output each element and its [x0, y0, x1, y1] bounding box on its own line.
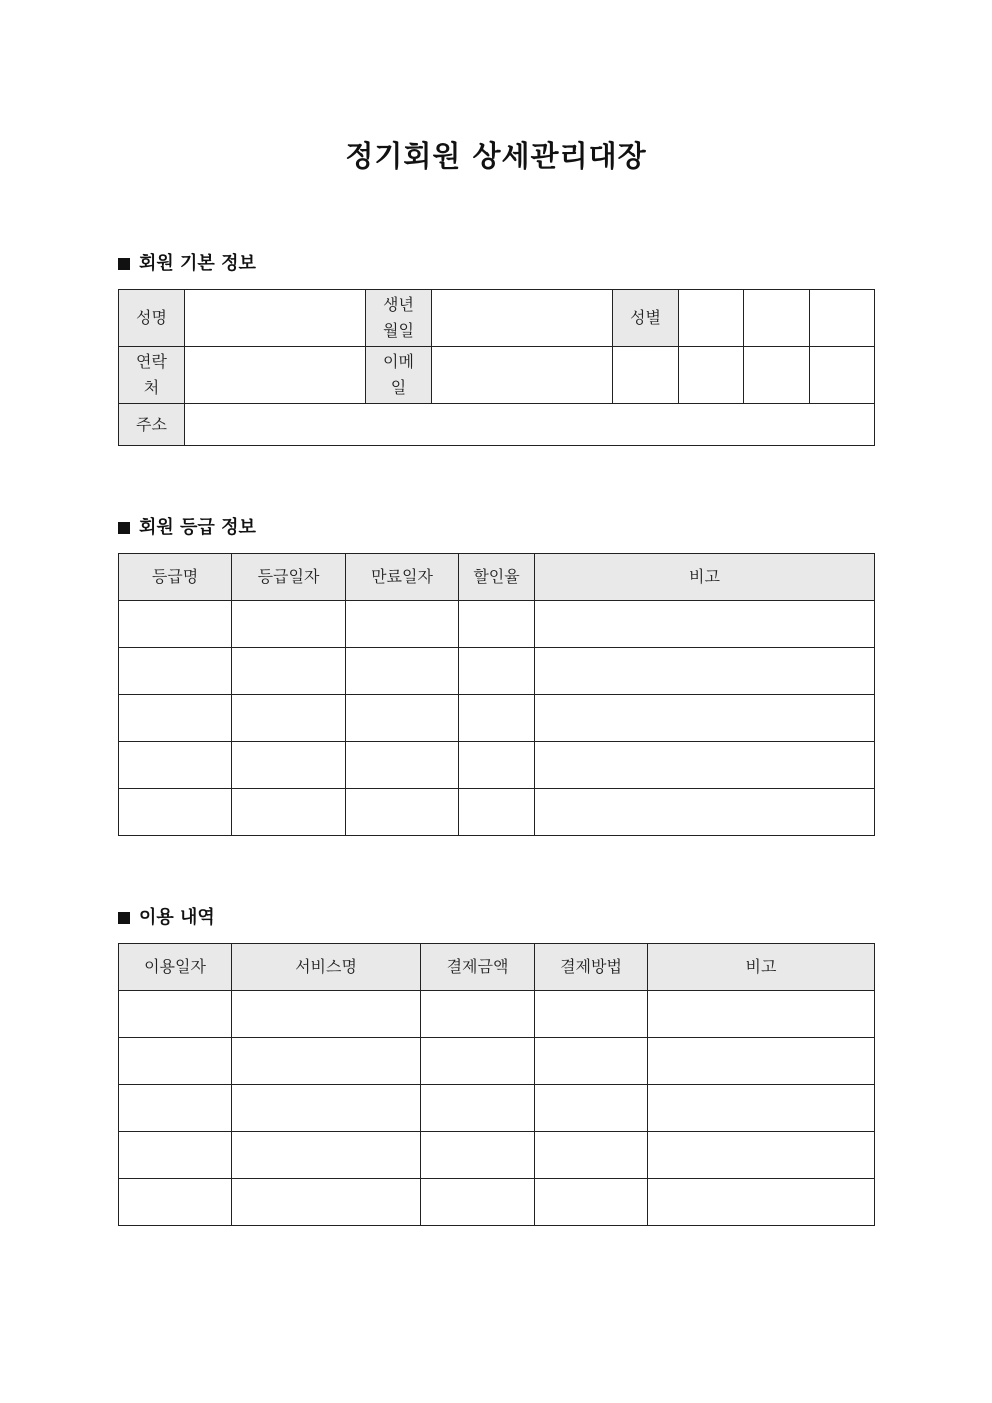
table-cell[interactable] [459, 695, 535, 742]
table-cell[interactable] [535, 601, 875, 648]
basic-info-heading-text: 회원 기본 정보 [139, 253, 256, 274]
table-cell[interactable] [459, 742, 535, 789]
name-label: 성명 [119, 290, 185, 347]
blank-cell[interactable] [613, 347, 679, 404]
gender-label: 성별 [613, 290, 679, 347]
table-row [119, 991, 875, 1038]
table-cell[interactable] [648, 1179, 875, 1226]
table-cell[interactable] [119, 742, 232, 789]
blank-cell[interactable] [810, 290, 875, 347]
usage-history-heading [118, 906, 215, 930]
table-row [119, 695, 875, 742]
column-header: 만료일자 [346, 554, 459, 601]
table-row [119, 1132, 875, 1179]
table-cell[interactable] [119, 601, 232, 648]
column-header: 등급명 [119, 554, 232, 601]
name-field[interactable] [185, 290, 366, 347]
table-cell[interactable] [648, 1085, 875, 1132]
table-row [119, 601, 875, 648]
email-label-line2: 일 [390, 378, 407, 397]
column-header: 서비스명 [232, 944, 421, 991]
table-cell[interactable] [119, 695, 232, 742]
table-cell[interactable] [421, 1038, 535, 1085]
table-cell[interactable] [232, 695, 346, 742]
table-cell[interactable] [535, 742, 875, 789]
table-cell[interactable] [232, 991, 421, 1038]
address-label: 주소 [119, 404, 185, 446]
square-bullet-icon [118, 522, 130, 534]
email-label [366, 347, 432, 404]
email-field[interactable] [432, 347, 613, 404]
square-bullet-icon [118, 258, 130, 270]
grade-info-heading-text: 회원 등급 정보 [139, 517, 256, 538]
birth-date-field[interactable] [432, 290, 613, 347]
birth-date-label-line2: 월일 [383, 321, 414, 340]
table-cell[interactable] [459, 601, 535, 648]
table-cell[interactable] [421, 1085, 535, 1132]
page-title: 정기회원 상세관리대장 [345, 139, 647, 173]
table-cell[interactable] [119, 991, 232, 1038]
address-field[interactable] [185, 404, 875, 446]
gender-field[interactable] [679, 290, 744, 347]
table-cell[interactable] [459, 648, 535, 695]
phone-label-line1: 연락 [136, 352, 167, 371]
basic-info-heading [118, 252, 256, 276]
blank-cell[interactable] [744, 290, 810, 347]
table-cell[interactable] [535, 991, 648, 1038]
table-cell[interactable] [421, 1132, 535, 1179]
column-header: 결제금액 [421, 944, 535, 991]
table-cell[interactable] [459, 789, 535, 836]
blank-cell[interactable] [810, 347, 875, 404]
phone-label-line2: 처 [143, 378, 160, 397]
column-header: 비고 [648, 944, 875, 991]
table-cell[interactable] [535, 789, 875, 836]
table-cell[interactable] [119, 1132, 232, 1179]
table-row [119, 1038, 875, 1085]
basic-info-table [118, 289, 875, 446]
table-cell[interactable] [232, 1038, 421, 1085]
table-cell[interactable] [232, 648, 346, 695]
birth-date-label-line1: 생년 [383, 295, 414, 314]
usage-history-heading-text: 이용 내역 [139, 907, 215, 928]
table-cell[interactable] [346, 601, 459, 648]
table-cell[interactable] [346, 789, 459, 836]
table-cell[interactable] [232, 789, 346, 836]
table-cell[interactable] [346, 742, 459, 789]
table-cell[interactable] [535, 695, 875, 742]
usage-header-row [119, 944, 875, 991]
grade-info-heading [118, 516, 256, 540]
column-header: 비고 [535, 554, 875, 601]
table-cell[interactable] [535, 1038, 648, 1085]
table-cell[interactable] [232, 1132, 421, 1179]
table-row [119, 1179, 875, 1226]
birth-date-label [366, 290, 432, 347]
table-cell[interactable] [421, 1179, 535, 1226]
table-cell[interactable] [346, 695, 459, 742]
table-cell[interactable] [648, 991, 875, 1038]
table-cell[interactable] [119, 789, 232, 836]
usage-history-table [118, 943, 875, 1226]
table-cell[interactable] [119, 1085, 232, 1132]
square-bullet-icon [118, 912, 130, 924]
column-header: 등급일자 [232, 554, 346, 601]
table-cell[interactable] [648, 1132, 875, 1179]
table-cell[interactable] [648, 1038, 875, 1085]
blank-cell[interactable] [744, 347, 810, 404]
grade-info-table [118, 553, 875, 836]
blank-cell[interactable] [679, 347, 744, 404]
phone-field[interactable] [185, 347, 366, 404]
table-row [119, 1085, 875, 1132]
table-cell[interactable] [346, 648, 459, 695]
column-header: 이용일자 [119, 944, 232, 991]
table-cell[interactable] [535, 1179, 648, 1226]
table-row [119, 648, 875, 695]
column-header: 할인율 [459, 554, 535, 601]
email-label-line1: 이메 [383, 352, 414, 371]
grade-header-row [119, 554, 875, 601]
table-cell[interactable] [232, 742, 346, 789]
table-cell[interactable] [535, 648, 875, 695]
table-cell[interactable] [535, 1132, 648, 1179]
column-header: 결제방법 [535, 944, 648, 991]
table-cell[interactable] [232, 1179, 421, 1226]
table-cell[interactable] [119, 1179, 232, 1226]
table-cell[interactable] [232, 1085, 421, 1132]
table-cell[interactable] [535, 1085, 648, 1132]
table-cell[interactable] [119, 648, 232, 695]
table-cell[interactable] [232, 601, 346, 648]
table-row [119, 789, 875, 836]
phone-label [119, 347, 185, 404]
table-cell[interactable] [119, 1038, 232, 1085]
table-cell[interactable] [421, 991, 535, 1038]
table-row [119, 742, 875, 789]
